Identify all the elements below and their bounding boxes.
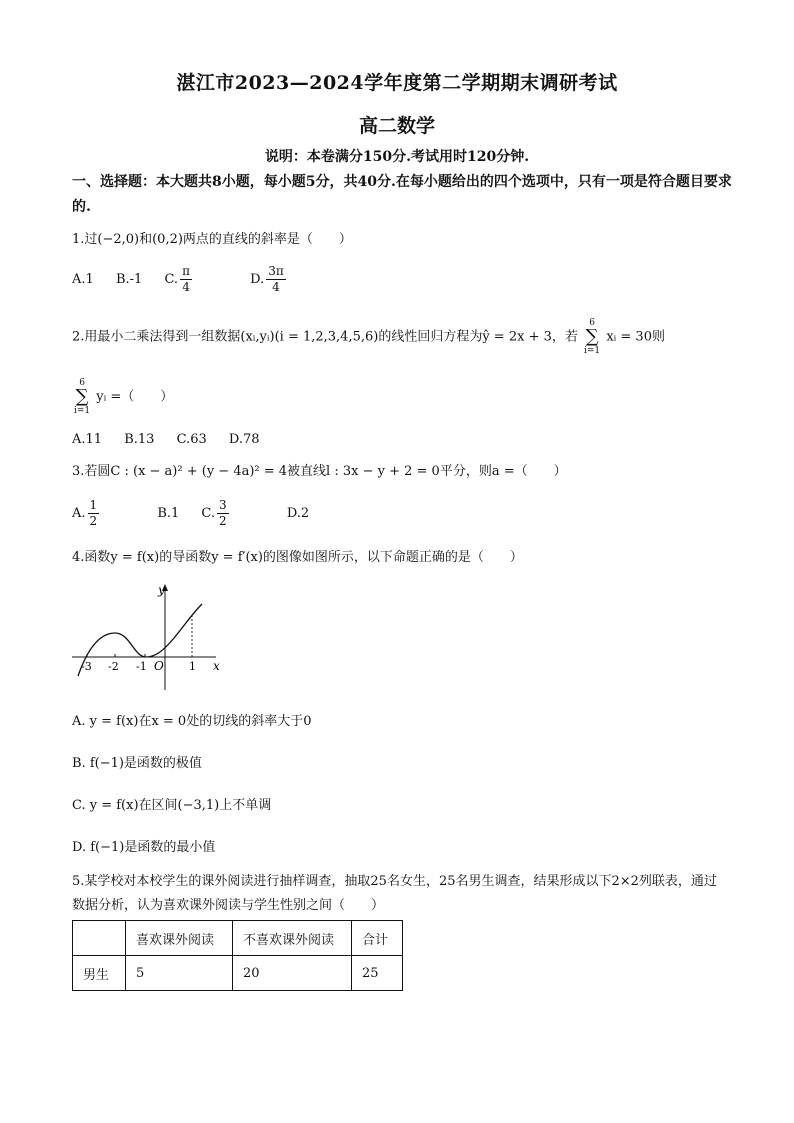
table-row: [73, 956, 403, 991]
q4-option-d: D. f(−1)是函数的最小值: [72, 840, 216, 855]
table-header-cell: [73, 921, 126, 956]
fraction-denominator: 4: [272, 280, 280, 294]
contingency-table: [72, 920, 403, 991]
fraction-numerator: 3π: [268, 264, 284, 278]
sum-upper-limit: 6: [589, 318, 595, 328]
sum-lower-limit: i=1: [584, 346, 601, 356]
sum-lower-limit: i=1: [74, 406, 91, 416]
fraction-denominator: 4: [182, 280, 190, 294]
q2-option-a: A.11: [72, 432, 103, 447]
q1-option-d-fraction: [266, 264, 304, 295]
sigma-icon: ∑: [75, 386, 89, 407]
q1-option-b: B.-1: [115, 272, 143, 287]
summation-symbol: [584, 318, 600, 356]
fraction-numerator: π: [182, 264, 190, 278]
q3-option-a-fraction: [88, 498, 118, 529]
fraction-denominator: 2: [89, 514, 98, 528]
q4-option-a: A. y = f(x)在x = 0处的切线的斜率大于0: [72, 714, 312, 729]
table-cell: 20: [233, 956, 352, 991]
tick-label: -3: [81, 660, 92, 673]
q1-option-c-label: C.: [164, 272, 179, 287]
q4-option-c: C. y = f(x)在区间(−3,1)上不单调: [72, 798, 272, 813]
table-header-cell: 不喜欢课外阅读: [233, 921, 352, 956]
origin-label: O: [154, 659, 164, 673]
question-3-stem: 3.若圆C : (x − a)² + (y − 4a)² = 4被直线l : 3x − y + 2 = 0平分，则a =（ ）: [72, 464, 567, 479]
exam-note: 说明：本卷满分150分.考试用时120分钟.: [264, 149, 530, 165]
question-2-stem-continued: [72, 378, 173, 416]
question-3-options: [72, 498, 327, 529]
table-cell: 男生: [73, 956, 126, 991]
fraction-denominator: 2: [219, 514, 227, 528]
q1-option-a: A.1: [72, 272, 94, 287]
q2-option-c: C.63: [176, 432, 207, 447]
summation-symbol: [74, 378, 90, 416]
q2-option-b: B.13: [124, 432, 155, 447]
table-header-row: [73, 921, 403, 956]
q2-option-d: D.78: [228, 432, 260, 447]
table-header-cell: 喜欢课外阅读: [126, 921, 233, 956]
derivative-graph: [68, 578, 228, 696]
q2-stem-part-3: yᵢ =（ ）: [96, 389, 174, 405]
q1-option-c: [164, 264, 228, 294]
tick-label: 1: [189, 660, 196, 673]
question-1-options: [72, 264, 340, 295]
section-heading: 一、选择题：本大题共8小题，每小题5分，共40分.在每小题给出的四个选项中，只有一项是符合题目要求的.: [72, 174, 732, 215]
question-2-options: [72, 430, 278, 450]
question-4-stem: 4.函数y = f(x)的导函数y = f′(x)的图像如图所示，以下命题正确的是（ ）: [72, 550, 523, 565]
q2-stem-part-2: xᵢ = 30则: [606, 329, 665, 345]
q4-option-b: B. f(−1)是函数的极值: [72, 756, 202, 771]
exam-subject: 高二数学: [358, 115, 435, 137]
q3-option-a-label: A.: [72, 506, 86, 521]
q2-stem-part-1: 2.用最小二乘法得到一组数据(xᵢ,yᵢ)(i = 1,2,3,4,5,6)的线性回归方程为ŷ = 2x + 3，若: [72, 329, 578, 345]
q3-option-d: D.2: [286, 506, 310, 521]
q1-option-c-fraction: [180, 264, 210, 295]
tick-label: -2: [108, 660, 119, 673]
q3-option-c: [201, 498, 264, 528]
x-axis-label: x: [213, 659, 220, 673]
tick-label: -1: [136, 660, 147, 673]
fraction-numerator: 1: [89, 498, 98, 512]
table-header-cell: 合计: [352, 921, 403, 956]
q3-option-c-fraction: [217, 498, 247, 529]
question-1-stem: 1.过(−2,0)和(0,2)两点的直线的斜率是（ ）: [72, 232, 352, 247]
question-5-stem: 5.某学校对本校学生的课外阅读进行抽样调查，抽取25名女生，25名男生调查，结果形成以下2×2列联表，通过数据分析，认为喜欢课外阅读与学生性别之间（ ）: [72, 874, 717, 913]
exam-title: 湛江市2023—2024学年度第二学期期末调研考试: [176, 72, 618, 94]
q3-option-b: B.1: [157, 506, 180, 521]
q3-option-c-label: C.: [201, 506, 216, 521]
fraction-numerator: 3: [219, 498, 227, 512]
y-axis-label: y: [158, 583, 165, 597]
q3-option-a: [72, 498, 135, 528]
q1-option-d-label: D.: [250, 272, 265, 287]
sigma-icon: ∑: [585, 326, 599, 347]
sum-upper-limit: 6: [79, 378, 85, 388]
table-cell: 5: [126, 956, 233, 991]
question-2-stem: [72, 318, 665, 356]
table-cell: 25: [352, 956, 403, 991]
